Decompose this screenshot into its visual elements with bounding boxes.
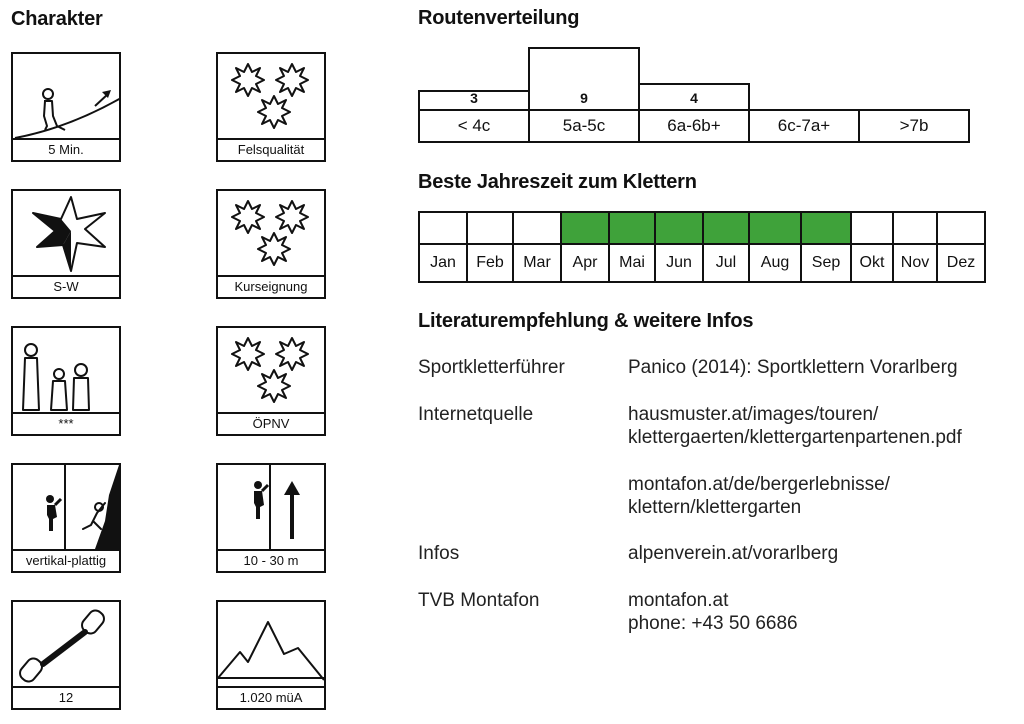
- tile-family: [11, 326, 121, 436]
- literature-label: TVB Montafon: [418, 590, 540, 611]
- month-label-okt: Okt: [850, 243, 894, 283]
- route-bar-2: [638, 83, 750, 111]
- tile-length: [216, 463, 326, 573]
- month-label-apr: Apr: [560, 243, 610, 283]
- heading-literatur: Literaturempfehlung & weitere Infos: [418, 310, 754, 332]
- literature-value: hausmuster.at/images/touren/: [628, 404, 879, 425]
- route-bar-1: [528, 47, 640, 111]
- literature-value: montafon.at/de/bergerlebnisse/: [628, 474, 890, 495]
- month-indicator-jun: [654, 211, 704, 245]
- literature-value: klettergaerten/klettergartenpartenen.pdf: [628, 427, 962, 448]
- month-label-nov: Nov: [892, 243, 938, 283]
- month-indicator-sep: [800, 211, 852, 245]
- literature-label: Sportkletterführer: [418, 357, 565, 378]
- heading-jahreszeit: Beste Jahreszeit zum Klettern: [418, 171, 697, 193]
- tile-quickdraws: [11, 600, 121, 710]
- literature-value: alpenverein.at/vorarlberg: [628, 543, 839, 564]
- route-bar-0: [418, 90, 530, 111]
- tile-rock: [216, 52, 326, 162]
- month-indicator-mar: [512, 211, 562, 245]
- literature-value: montafon.at: [628, 590, 729, 611]
- month-indicator-feb: [466, 211, 514, 245]
- quickdraw-icon: [13, 602, 119, 686]
- caption-quickdraws: 12: [13, 686, 119, 708]
- route-bar-label-2: 4: [690, 90, 698, 106]
- literature-label: Internetquelle: [418, 404, 534, 425]
- route-bar-label-0: 3: [470, 90, 478, 106]
- literature-value: Panico (2014): Sportklettern Vorarlberg: [628, 357, 958, 378]
- grade-cell-2: 6a-6b+: [638, 109, 750, 143]
- hiker-uphill-icon: [13, 54, 119, 138]
- month-indicator-nov: [892, 211, 938, 245]
- grade-cell-3: 6c-7a+: [748, 109, 860, 143]
- compass-sun-icon: [13, 191, 119, 275]
- tile-terrain: [11, 463, 121, 573]
- transit-rating-stars-icon: [218, 328, 324, 412]
- month-label-aug: Aug: [748, 243, 802, 283]
- mountain-icon: [218, 602, 324, 686]
- caption-courses: Kurseignung: [218, 275, 324, 297]
- caption-approach: 5 Min.: [13, 138, 119, 160]
- caption-family: ***: [13, 412, 119, 434]
- grade-cell-0: < 4c: [418, 109, 530, 143]
- rock-rating-stars-icon: [218, 54, 324, 138]
- month-label-jan: Jan: [418, 243, 468, 283]
- month-label-jun: Jun: [654, 243, 704, 283]
- literature-value: phone: +43 50 6686: [628, 613, 798, 634]
- month-label-mai: Mai: [608, 243, 656, 283]
- tile-approach: [11, 52, 121, 162]
- route-bar-label-1: 9: [580, 90, 588, 106]
- caption-terrain: vertikal-plattig: [13, 549, 119, 571]
- family-icon: [13, 328, 119, 412]
- caption-exposure: S-W: [13, 275, 119, 297]
- month-indicator-jan: [418, 211, 468, 245]
- month-label-sep: Sep: [800, 243, 852, 283]
- grade-cell-1: 5a-5c: [528, 109, 640, 143]
- tile-transit: [216, 326, 326, 436]
- month-label-feb: Feb: [466, 243, 514, 283]
- month-label-mar: Mar: [512, 243, 562, 283]
- caption-length: 10 - 30 m: [218, 549, 324, 571]
- caption-altitude: 1.020 müA: [218, 686, 324, 708]
- tile-altitude: [216, 600, 326, 710]
- month-indicator-aug: [748, 211, 802, 245]
- literature-label: Infos: [418, 543, 460, 564]
- literature-value: klettern/klettergarten: [628, 497, 802, 518]
- month-indicator-okt: [850, 211, 894, 245]
- climbers-terrain-icon: [13, 465, 119, 549]
- month-indicator-jul: [702, 211, 750, 245]
- grade-cell-4: >7b: [858, 109, 970, 143]
- course-rating-stars-icon: [218, 191, 324, 275]
- heading-routenverteilung: Routenverteilung: [418, 7, 580, 29]
- month-indicator-apr: [560, 211, 610, 245]
- tile-exposure: [11, 189, 121, 299]
- caption-transit: ÖPNV: [218, 412, 324, 434]
- month-indicator-dez: [936, 211, 986, 245]
- month-label-dez: Dez: [936, 243, 986, 283]
- month-indicator-mai: [608, 211, 656, 245]
- tile-courses: [216, 189, 326, 299]
- caption-rock: Felsqualität: [218, 138, 324, 160]
- heading-charakter: Charakter: [11, 8, 103, 30]
- month-label-jul: Jul: [702, 243, 750, 283]
- route-length-icon: [218, 465, 324, 549]
